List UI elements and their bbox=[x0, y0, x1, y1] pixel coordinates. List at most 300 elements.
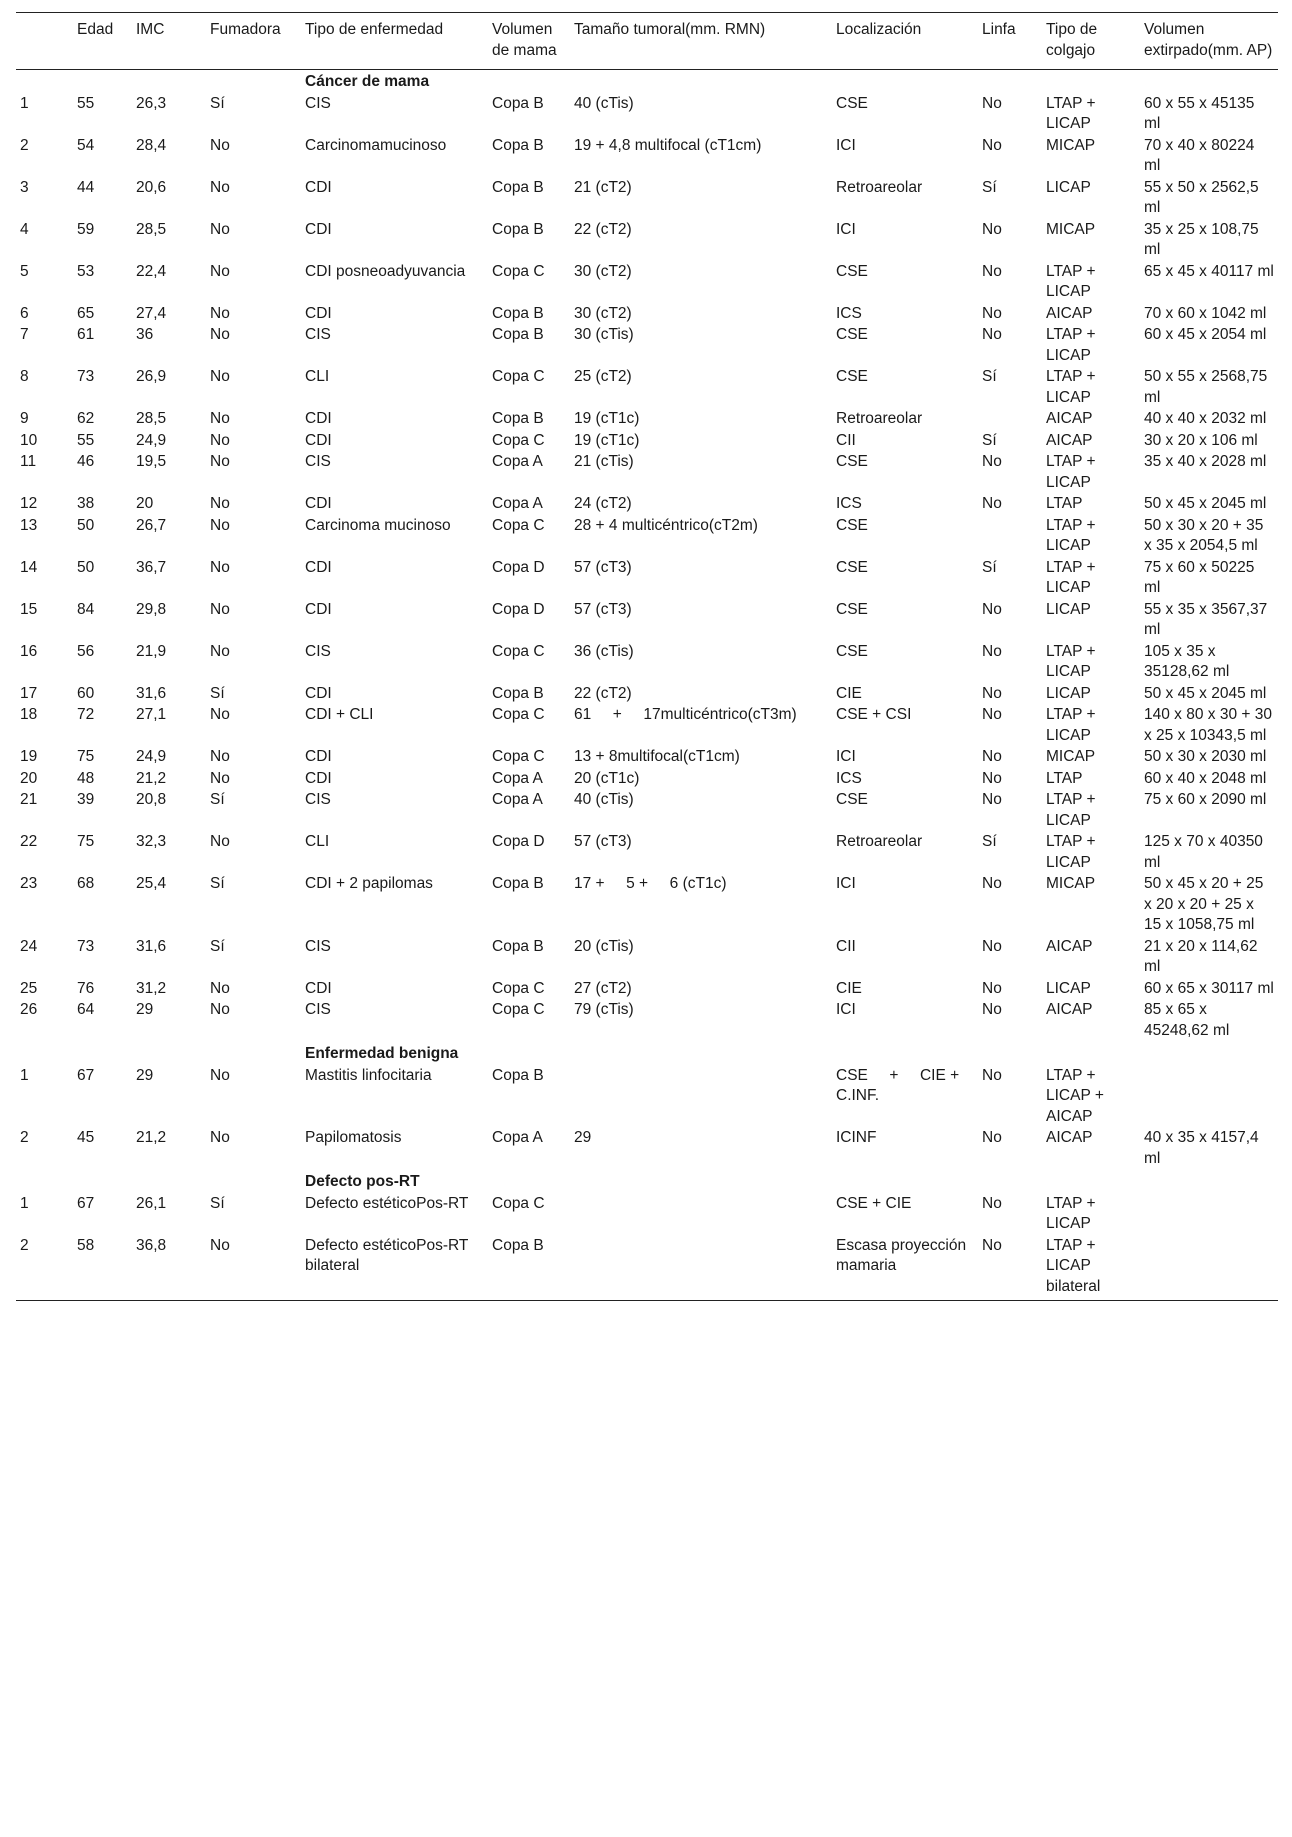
cell-tipo-colgajo: LICAP bbox=[1046, 684, 1091, 702]
cell-localizacion: CIE bbox=[836, 979, 862, 997]
cell-tipo-enfermedad: CIS bbox=[305, 791, 331, 808]
cell-edad: 58 bbox=[73, 1236, 132, 1301]
header-edad: Edad bbox=[73, 13, 132, 70]
header-volumen-mama: Volumen de mama bbox=[488, 13, 570, 70]
cell-fumadora: No bbox=[210, 262, 230, 280]
empty-cell bbox=[1042, 1170, 1140, 1194]
cell-fumadora: No bbox=[210, 1129, 230, 1146]
header-tamano-tumoral: Tamaño tumoral(mm. RMN) bbox=[570, 13, 832, 70]
cell-fumadora: No bbox=[210, 1001, 230, 1018]
cell-volumen-extirpado: 35 x 40 x 2028 ml bbox=[1144, 453, 1267, 470]
header-fumadora: Fumadora bbox=[206, 13, 301, 70]
cell-linfa: No bbox=[982, 1129, 1002, 1146]
cell-edad: 48 bbox=[77, 769, 95, 787]
cell-tamano-tumoral: 24 (cT2) bbox=[574, 495, 632, 512]
header-imc: IMC bbox=[132, 13, 206, 70]
cell-fumadora: No bbox=[210, 178, 230, 196]
cell-edad: 45 bbox=[77, 1129, 95, 1146]
table-header-row bbox=[16, 13, 1278, 70]
cell-linfa bbox=[978, 516, 1042, 558]
cell-imc: 27,4 bbox=[136, 304, 167, 322]
empty-cell bbox=[1042, 1042, 1140, 1066]
cell-edad: 60 bbox=[77, 684, 95, 702]
cell-volumen-mama: Copa A bbox=[492, 1129, 543, 1146]
cell-localizacion: CII bbox=[836, 937, 856, 955]
cell-localizacion: CSE bbox=[836, 94, 868, 112]
cell-edad: 46 bbox=[77, 453, 95, 470]
cell-linfa: Sí bbox=[982, 558, 997, 576]
cell-tamano-tumoral: 22 (cT2) bbox=[574, 220, 632, 238]
cell-tipo-colgajo: LTAP + LICAP bbox=[1046, 558, 1096, 596]
cell-volumen-mama: Copa D bbox=[492, 833, 545, 850]
cell-tipo-colgajo: AICAP bbox=[1046, 410, 1093, 427]
cell-volumen-mama: Copa A bbox=[492, 769, 543, 787]
cell-index: 1 bbox=[20, 94, 29, 112]
cell-tipo-enfermedad: CDI bbox=[305, 600, 332, 618]
table-row bbox=[16, 367, 1278, 409]
empty-cell bbox=[1042, 70, 1140, 94]
cell-tipo-enfermedad: CDI bbox=[305, 495, 332, 512]
cell-imc: 28,5 bbox=[136, 220, 167, 238]
empty-cell bbox=[488, 1042, 570, 1066]
cell-volumen-extirpado: 50 x 30 x 20 + 35 x 35 x 2054,5 ml bbox=[1144, 516, 1264, 554]
cell-imc: 25,4 bbox=[136, 875, 167, 892]
cell-edad: 44 bbox=[77, 178, 95, 196]
cell-fumadora: No bbox=[210, 368, 230, 385]
empty-cell bbox=[73, 1170, 132, 1194]
cell-fumadora: No bbox=[210, 600, 230, 618]
cell-volumen-mama: Copa C bbox=[492, 979, 545, 997]
cell-tipo-colgajo: LTAP + LICAP + AICAP bbox=[1046, 1066, 1104, 1125]
cell-localizacion: CII bbox=[836, 431, 856, 449]
empty-cell bbox=[16, 1170, 73, 1194]
empty-cell bbox=[132, 1042, 206, 1066]
cell-tipo-enfermedad: CIS bbox=[305, 1001, 331, 1018]
cell-edad: 75 bbox=[77, 833, 95, 850]
empty-cell bbox=[1140, 1170, 1278, 1194]
cell-volumen-extirpado: 60 x 40 x 2048 ml bbox=[1144, 769, 1267, 787]
cell-linfa: No bbox=[982, 937, 1002, 955]
cell-edad: 59 bbox=[77, 220, 95, 238]
cell-volumen-extirpado: 105 x 35 x 35128,62 ml bbox=[1144, 642, 1230, 680]
cell-volumen-extirpado: 40 x 35 x 4157,4 ml bbox=[1144, 1129, 1259, 1167]
cell-edad: 54 bbox=[77, 136, 95, 154]
cell-tipo-enfermedad: CDI bbox=[305, 304, 332, 322]
cell-volumen-extirpado: 60 x 45 x 2054 ml bbox=[1144, 326, 1267, 343]
table-row bbox=[16, 516, 1278, 558]
cell-edad: 39 bbox=[77, 791, 95, 808]
cell-edad: 67 bbox=[77, 1066, 95, 1084]
cell-localizacion: CSE bbox=[836, 558, 868, 576]
cell-localizacion: CSE + CSI bbox=[836, 706, 912, 723]
cell-localizacion: ICI bbox=[836, 1001, 856, 1018]
cell-linfa: No bbox=[982, 769, 1002, 787]
cell-tamano-tumoral: 79 (cTis) bbox=[574, 1001, 634, 1018]
cell-linfa bbox=[978, 409, 1042, 431]
cell-volumen-mama: Copa C bbox=[492, 642, 545, 660]
cell-imc: 29 bbox=[136, 1001, 154, 1018]
table-row bbox=[16, 1194, 1278, 1236]
cell-edad: 55 bbox=[77, 94, 95, 112]
table-row bbox=[16, 178, 1278, 220]
header-tipo-colgajo: Tipo de colgajo bbox=[1042, 13, 1140, 70]
cell-tipo-enfermedad: CIS bbox=[305, 94, 331, 112]
cell-linfa: Sí bbox=[982, 178, 997, 196]
cell-edad: 62 bbox=[77, 410, 95, 427]
cell-volumen-extirpado: 60 x 55 x 45135 ml bbox=[1144, 94, 1255, 132]
empty-cell bbox=[978, 1170, 1042, 1194]
cell-tipo-colgajo: LICAP bbox=[1046, 979, 1091, 997]
cell-fumadora: No bbox=[210, 220, 230, 238]
table-row bbox=[16, 937, 1278, 979]
empty-cell bbox=[488, 1170, 570, 1194]
cell-tipo-colgajo: LTAP + LICAP bbox=[1046, 791, 1096, 829]
empty-cell bbox=[1140, 1042, 1278, 1066]
cell-edad: 65 bbox=[77, 304, 95, 322]
cell-tamano-tumoral: 22 (cT2) bbox=[574, 684, 632, 702]
cell-tamano-tumoral: 25 (cT2) bbox=[574, 368, 632, 385]
cell-index: 23 bbox=[20, 875, 38, 892]
cell-fumadora: No bbox=[210, 495, 230, 512]
cell-tamano-tumoral: 57 (cT3) bbox=[574, 600, 632, 618]
cell-tamano-tumoral: 40 (cTis) bbox=[574, 791, 634, 808]
cell-volumen-mama: Copa B bbox=[492, 684, 544, 702]
cell-index: 15 bbox=[20, 600, 38, 618]
cell-fumadora: No bbox=[210, 410, 230, 427]
cell-linfa: Sí bbox=[982, 368, 997, 385]
cell-index: 22 bbox=[20, 833, 38, 850]
cell-imc: 28,5 bbox=[136, 410, 167, 427]
cell-fumadora: No bbox=[210, 748, 230, 765]
cell-localizacion: CSE bbox=[836, 791, 868, 808]
cell-volumen-mama: Copa C bbox=[492, 1001, 545, 1018]
cell-tamano-tumoral bbox=[570, 1194, 832, 1236]
cell-edad: 73 bbox=[77, 937, 95, 955]
table-row bbox=[16, 494, 1278, 516]
cell-imc: 24,9 bbox=[136, 748, 167, 765]
cell-tipo-enfermedad: CLI bbox=[305, 833, 330, 850]
table-row bbox=[16, 747, 1278, 769]
cell-tipo-colgajo: MICAP bbox=[1046, 875, 1096, 892]
cell-localizacion: CIE bbox=[836, 684, 862, 702]
cell-tipo-colgajo: LTAP + LICAP bbox=[1046, 94, 1096, 132]
cell-imc: 36,8 bbox=[132, 1236, 206, 1301]
cell-imc: 20 bbox=[136, 495, 154, 512]
section-title: Enfermedad benigna bbox=[305, 1045, 459, 1062]
cell-linfa: No bbox=[982, 875, 1002, 892]
empty-cell bbox=[1140, 70, 1278, 94]
cell-tipo-enfermedad: CIS bbox=[305, 642, 331, 660]
cell-linfa: No bbox=[982, 600, 1002, 618]
cell-edad: 64 bbox=[77, 1001, 95, 1018]
empty-cell bbox=[832, 1170, 978, 1194]
cell-edad: 50 bbox=[77, 558, 95, 576]
cell-tipo-colgajo: AICAP bbox=[1046, 1001, 1093, 1018]
cell-imc: 21,2 bbox=[136, 769, 167, 787]
cell-tipo-colgajo: LTAP + LICAP bbox=[1046, 453, 1096, 491]
cell-tipo-enfermedad: Defecto estéticoPos-RT bbox=[305, 1194, 469, 1212]
cell-linfa: No bbox=[982, 684, 1002, 702]
cell-fumadora: No bbox=[210, 558, 230, 576]
cell-tipo-enfermedad: CIS bbox=[305, 453, 331, 470]
cell-tipo-colgajo: LTAP + LICAP bbox=[1046, 516, 1096, 554]
cell-index: 5 bbox=[20, 262, 29, 280]
cell-index: 17 bbox=[20, 684, 38, 702]
cell-tipo-colgajo: LTAP + LICAP bbox=[1046, 368, 1096, 406]
cell-fumadora: No bbox=[206, 1236, 301, 1301]
cell-tamano-tumoral: 57 (cT3) bbox=[574, 558, 632, 576]
cell-linfa: No bbox=[982, 326, 1002, 343]
section-header-row bbox=[16, 70, 1278, 94]
cell-fumadora: No bbox=[210, 642, 230, 660]
cell-tipo-colgajo: AICAP bbox=[1046, 1129, 1093, 1146]
cell-index: 16 bbox=[20, 642, 38, 660]
cell-volumen-mama: Copa A bbox=[492, 495, 543, 512]
cell-linfa: Sí bbox=[982, 431, 997, 449]
cell-localizacion: ICI bbox=[836, 748, 856, 765]
cell-localizacion: ICINF bbox=[836, 1129, 877, 1146]
cell-localizacion: CSE bbox=[836, 453, 868, 470]
cell-tipo-colgajo: LTAP + LICAP bbox=[1046, 642, 1096, 680]
cell-index: 2 bbox=[16, 1236, 73, 1301]
cell-tipo-enfermedad: CDI bbox=[305, 979, 332, 997]
cell-tamano-tumoral bbox=[570, 1236, 832, 1301]
cell-tipo-enfermedad: CDI bbox=[305, 769, 332, 787]
cell-localizacion: Escasa proyección mamaria bbox=[832, 1236, 978, 1301]
table-row bbox=[16, 220, 1278, 262]
table-row bbox=[16, 136, 1278, 178]
cell-fumadora: Sí bbox=[210, 791, 225, 808]
cell-localizacion: Retroareolar bbox=[836, 833, 923, 850]
cell-linfa: No bbox=[982, 453, 1002, 470]
cell-index: 1 bbox=[20, 1194, 29, 1212]
cell-tipo-colgajo: AICAP bbox=[1046, 304, 1093, 322]
cell-tamano-tumoral: 29 bbox=[574, 1129, 592, 1146]
cell-index: 6 bbox=[20, 304, 29, 322]
cell-imc: 21,9 bbox=[136, 642, 167, 660]
header-tipo-enfermedad: Tipo de enfermedad bbox=[301, 13, 488, 70]
cell-imc: 19,5 bbox=[136, 453, 167, 470]
cell-tamano-tumoral bbox=[570, 1066, 832, 1129]
cell-linfa: No bbox=[982, 979, 1002, 997]
cell-imc: 36 bbox=[136, 326, 154, 343]
table-row bbox=[16, 705, 1278, 747]
empty-cell bbox=[132, 1170, 206, 1194]
cell-localizacion: Retroareolar bbox=[836, 410, 923, 427]
cell-fumadora: No bbox=[210, 431, 230, 449]
cell-volumen-mama: Copa B bbox=[492, 136, 544, 154]
cell-volumen-mama: Copa B bbox=[492, 178, 544, 196]
cell-edad: 68 bbox=[77, 875, 95, 892]
cell-tipo-enfermedad: CDI bbox=[305, 178, 332, 196]
cell-tamano-tumoral: 21 (cT2) bbox=[574, 178, 632, 196]
cell-tipo-colgajo: MICAP bbox=[1046, 748, 1096, 765]
empty-cell bbox=[16, 1042, 73, 1066]
cell-tipo-enfermedad: Carcinomamucinoso bbox=[305, 136, 447, 154]
cell-index: 2 bbox=[20, 1129, 29, 1146]
cell-volumen-extirpado: 40 x 40 x 2032 ml bbox=[1144, 410, 1267, 427]
cell-imc: 27,1 bbox=[136, 706, 167, 723]
cell-edad: 72 bbox=[77, 706, 95, 723]
cell-fumadora: Sí bbox=[210, 937, 225, 955]
cell-index: 3 bbox=[20, 178, 29, 196]
cell-tamano-tumoral: 30 (cTis) bbox=[574, 326, 634, 343]
cell-volumen-extirpado: 65 x 45 x 40117 ml bbox=[1144, 262, 1274, 280]
cell-index: 20 bbox=[20, 769, 38, 787]
cell-imc: 26,7 bbox=[136, 516, 167, 534]
cell-imc: 31,6 bbox=[136, 684, 167, 702]
cell-volumen-extirpado: 70 x 60 x 1042 ml bbox=[1144, 304, 1267, 322]
header-index bbox=[16, 13, 73, 70]
cell-tipo-enfermedad: CLI bbox=[305, 368, 330, 385]
cell-tipo-enfermedad: Carcinoma mucinoso bbox=[305, 516, 451, 534]
cell-volumen-mama: Copa C bbox=[492, 516, 545, 534]
cell-volumen-mama: Copa D bbox=[492, 558, 545, 576]
cell-linfa: No bbox=[982, 1066, 1002, 1084]
cell-index: 2 bbox=[20, 136, 29, 154]
empty-cell bbox=[206, 1042, 301, 1066]
cell-index: 10 bbox=[20, 431, 38, 449]
cell-tipo-colgajo: LTAP + LICAP bbox=[1046, 326, 1096, 364]
empty-cell bbox=[73, 70, 132, 94]
empty-cell bbox=[978, 1042, 1042, 1066]
empty-cell bbox=[570, 1042, 832, 1066]
cell-volumen-extirpado: 50 x 45 x 2045 ml bbox=[1144, 684, 1267, 702]
cell-volumen-extirpado: 50 x 55 x 2568,75 ml bbox=[1144, 368, 1268, 406]
cell-volumen-extirpado bbox=[1140, 1236, 1278, 1301]
cell-index: 26 bbox=[20, 1001, 38, 1018]
cell-index: 21 bbox=[20, 791, 38, 808]
cell-linfa: No bbox=[982, 791, 1002, 808]
cell-linfa: No bbox=[982, 262, 1002, 280]
cell-index: 11 bbox=[20, 453, 37, 470]
table-row bbox=[16, 262, 1278, 304]
empty-cell bbox=[206, 1170, 301, 1194]
cell-tipo-enfermedad: CDI bbox=[305, 558, 332, 576]
cell-index: 14 bbox=[20, 558, 38, 576]
cell-index: 1 bbox=[20, 1066, 29, 1084]
cell-localizacion: CSE bbox=[836, 326, 868, 343]
table-row bbox=[16, 304, 1278, 326]
empty-cell bbox=[832, 1042, 978, 1066]
cell-volumen-mama: Copa B bbox=[492, 937, 544, 955]
table-row bbox=[16, 325, 1278, 367]
cell-tipo-colgajo: LICAP bbox=[1046, 600, 1091, 618]
cell-tipo-colgajo: LTAP + LICAP bbox=[1046, 1194, 1096, 1232]
cell-localizacion: ICS bbox=[836, 769, 862, 787]
cell-tipo-enfermedad: Papilomatosis bbox=[305, 1129, 402, 1146]
cell-linfa: No bbox=[982, 748, 1002, 765]
empty-cell bbox=[570, 70, 832, 94]
cell-tipo-enfermedad: Mastitis linfocitaria bbox=[305, 1066, 432, 1084]
cell-fumadora: No bbox=[210, 1066, 230, 1084]
cell-imc: 22,4 bbox=[136, 262, 167, 280]
table-body bbox=[16, 70, 1278, 1301]
cell-fumadora: No bbox=[210, 769, 230, 787]
cell-volumen-extirpado: 140 x 80 x 30 + 30 x 25 x 10343,5 ml bbox=[1144, 706, 1272, 744]
cell-tamano-tumoral: 61 + 17multicéntrico(cT3m) bbox=[574, 706, 797, 723]
cell-edad: 67 bbox=[77, 1194, 95, 1212]
patients-table bbox=[16, 12, 1278, 1301]
cell-tipo-colgajo: AICAP bbox=[1046, 937, 1093, 955]
cell-localizacion: CSE bbox=[836, 368, 868, 385]
empty-cell bbox=[206, 70, 301, 94]
cell-volumen-extirpado: 70 x 40 x 80224 ml bbox=[1144, 136, 1255, 174]
cell-linfa: No bbox=[982, 1194, 1002, 1212]
cell-tipo-colgajo: LTAP + LICAP bbox=[1046, 833, 1096, 871]
cell-index: 24 bbox=[20, 937, 38, 955]
cell-tipo-enfermedad: CDI bbox=[305, 410, 332, 427]
cell-fumadora: No bbox=[210, 833, 230, 850]
cell-imc: 32,3 bbox=[136, 833, 167, 850]
table-row bbox=[16, 642, 1278, 684]
cell-volumen-mama: Copa C bbox=[492, 431, 545, 449]
cell-fumadora: Sí bbox=[210, 94, 225, 112]
cell-tamano-tumoral: 40 (cTis) bbox=[574, 94, 634, 112]
cell-imc: 29,8 bbox=[136, 600, 167, 618]
cell-localizacion: CSE bbox=[836, 516, 868, 534]
cell-tamano-tumoral: 28 + 4 multicéntrico(cT2m) bbox=[574, 516, 758, 534]
cell-tipo-enfermedad: CDI + CLI bbox=[305, 706, 374, 723]
cell-tipo-enfermedad: CDI bbox=[305, 431, 332, 449]
data-table-container bbox=[16, 12, 1278, 1301]
table-row bbox=[16, 1000, 1278, 1042]
cell-linfa: No bbox=[982, 642, 1002, 660]
cell-tamano-tumoral: 19 (cT1c) bbox=[574, 410, 640, 427]
cell-tipo-enfermedad: CDI bbox=[305, 748, 332, 765]
table-row bbox=[16, 558, 1278, 600]
cell-volumen-extirpado: 55 x 50 x 2562,5 ml bbox=[1144, 178, 1259, 216]
cell-volumen-extirpado bbox=[1140, 1194, 1278, 1236]
cell-imc: 21,2 bbox=[136, 1129, 167, 1146]
cell-localizacion: ICS bbox=[836, 495, 862, 512]
cell-edad: 56 bbox=[77, 642, 95, 660]
cell-linfa: No bbox=[978, 1236, 1042, 1301]
table-row bbox=[16, 600, 1278, 642]
cell-index: 7 bbox=[20, 326, 29, 343]
cell-tipo-enfermedad: CIS bbox=[305, 937, 331, 955]
cell-tipo-enfermedad: CDI posneoadyuvancia bbox=[305, 262, 466, 280]
cell-volumen-mama: Copa C bbox=[492, 748, 545, 765]
cell-tipo-enfermedad: CDI bbox=[305, 220, 332, 238]
section-title: Defecto pos-RT bbox=[305, 1173, 420, 1190]
cell-tamano-tumoral: 57 (cT3) bbox=[574, 833, 632, 850]
cell-volumen-mama: Copa B bbox=[492, 304, 544, 322]
cell-volumen-extirpado: 30 x 20 x 106 ml bbox=[1144, 431, 1258, 449]
cell-volumen-mama: Copa B bbox=[492, 326, 544, 343]
cell-tamano-tumoral: 20 (cT1c) bbox=[574, 769, 640, 787]
cell-linfa: No bbox=[982, 94, 1002, 112]
cell-localizacion: ICS bbox=[836, 304, 862, 322]
cell-linfa: No bbox=[982, 1001, 1002, 1018]
cell-fumadora: No bbox=[210, 453, 230, 470]
cell-imc: 26,9 bbox=[136, 368, 167, 385]
table-row bbox=[16, 94, 1278, 136]
cell-tamano-tumoral: 17 + 5 + 6 (cT1c) bbox=[574, 875, 727, 892]
cell-tipo-enfermedad: CIS bbox=[305, 326, 331, 343]
cell-linfa: No bbox=[982, 304, 1002, 322]
cell-index: 18 bbox=[20, 706, 38, 723]
cell-volumen-extirpado: 85 x 65 x 45248,62 ml bbox=[1144, 1001, 1230, 1039]
empty-cell bbox=[832, 70, 978, 94]
cell-edad: 55 bbox=[77, 431, 95, 449]
table-row bbox=[16, 409, 1278, 431]
cell-volumen-extirpado: 125 x 70 x 40350 ml bbox=[1144, 833, 1263, 871]
cell-localizacion: ICI bbox=[836, 136, 856, 154]
cell-tipo-enfermedad: CDI bbox=[305, 684, 332, 702]
cell-imc: 31,2 bbox=[136, 979, 167, 997]
cell-tamano-tumoral: 27 (cT2) bbox=[574, 979, 632, 997]
